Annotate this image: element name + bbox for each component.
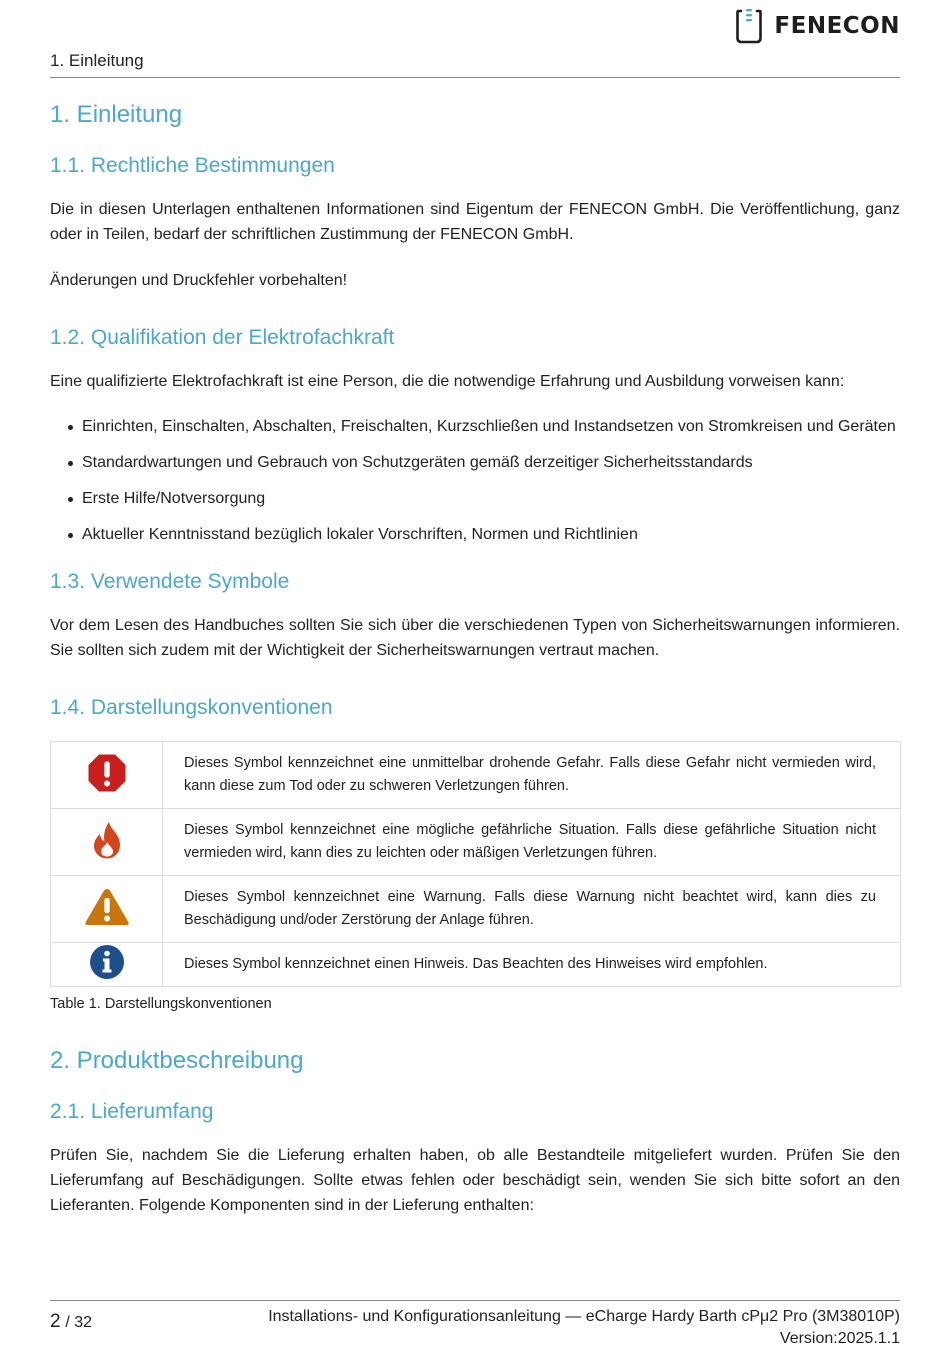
paragraph-rechtliche-1: Die in diesen Unterlagen enthaltenen Informationen sind Eigentum der FENECON GmbH. Die Veröffentlichung, ganz oder in Teilen, bedarf der schriftlichen Zustimmung der FENECON GmbH. (50, 201, 900, 243)
paragraph-rechtliche-2: Änderungen und Druckfehler vorbehalten! (50, 272, 348, 289)
table-row (51, 809, 901, 876)
symbol-description: Dieses Symbol kennzeichnet einen Hinweis. Das Beachten des Hinweises wird empfohlen. (163, 943, 901, 987)
symbol-table (50, 741, 901, 987)
symbol-description: Dieses Symbol kennzeichnet eine mögliche gefährliche Situation. Falls diese gefährliche Situation nicht vermieden wird, kann dies zu leichten oder mäßigen Verletzungen führen. (163, 809, 901, 876)
footer-doc-title: Installations- und Konfigurationsanleitung — eCharge Hardy Barth cPμ2 Pro (3M38010P) (268, 1308, 900, 1325)
fenecon-logo (736, 6, 900, 46)
warning-triangle-icon (84, 887, 130, 927)
list-item: Erste Hilfe/Notversorgung (50, 486, 900, 511)
page-current: 2 (50, 1311, 61, 1332)
running-title: 1. Einleitung (50, 51, 144, 70)
table-caption: Table 1. Darstellungskonventionen (50, 996, 272, 1012)
heading-einleitung: 1. Einleitung (50, 101, 183, 128)
footer-doc-info (268, 1306, 900, 1350)
heading-qualifikation: 1.2. Qualifikation der Elektrofachkraft (50, 326, 395, 349)
heading-verwendete-symbole: 1.3. Verwendete Symbole (50, 570, 290, 593)
list-item: Standardwartungen und Gebrauch von Schutzgeräten gemäß derzeitiger Sicherheitsstandards (50, 450, 900, 475)
paragraph-symbole: Vor dem Lesen des Handbuches sollten Sie sich über die verschiedenen Typen von Sicherheitswarnungen informieren. Sie sollten sich zudem mit der Wichtigkeit der Sicherheitswarnungen vertraut machen. (50, 617, 900, 659)
heading-rechtliche-bestimmungen: 1.1. Rechtliche Bestimmungen (50, 154, 335, 177)
paragraph-lieferumfang: Prüfen Sie, nachdem Sie die Lieferung erhalten haben, ob alle Bestandteile mitgeliefert wurden. Prüfen Sie den Lieferumfang auf Beschädigungen. Sollte etwas fehlen oder beschädigt sein, wenden Sie sich bitte sofort an den Lieferanten. Folgende Komponenten sind in der Lieferung enthalten: (50, 1147, 900, 1214)
qualifikation-list (50, 414, 900, 547)
page-total: / 32 (65, 1314, 92, 1331)
symbol-description: Dieses Symbol kennzeichnet eine unmittelbar drohende Gefahr. Falls diese Gefahr nicht vermieden wird, kann diese zum Tod oder zu schweren Verletzungen führen. (163, 742, 901, 809)
heading-lieferumfang: 2.1. Lieferumfang (50, 1100, 214, 1123)
heading-produktbeschreibung: 2. Produktbeschreibung (50, 1047, 304, 1074)
table-row (51, 742, 901, 809)
page-content (50, 92, 900, 1218)
symbol-description: Dieses Symbol kennzeichnet eine Warnung. Falls diese Warnung nicht beachtet wird, kann dies zu Beschädigung und/oder Zerstörung der Anlage führen. (163, 876, 901, 943)
page-header (50, 0, 900, 78)
paragraph-qualifikation-intro: Eine qualifizierte Elektrofachkraft ist eine Person, die die notwendige Erfahrung und Ausbildung vorweisen kann: (50, 373, 845, 390)
info-icon (89, 944, 125, 980)
heading-darstellungskonventionen: 1.4. Darstellungskonventionen (50, 696, 333, 719)
danger-exclamation-icon (87, 753, 127, 793)
page-footer (50, 1300, 900, 1347)
table-row (51, 943, 901, 987)
page-number (50, 1311, 92, 1333)
list-item: Einrichten, Einschalten, Abschalten, Freischalten, Kurzschließen und Instandsetzen von Stromkreisen und Geräten (50, 414, 900, 439)
table-row (51, 876, 901, 943)
fenecon-logo-icon (736, 8, 762, 44)
list-item: Aktueller Kenntnisstand bezüglich lokaler Vorschriften, Normen und Richtlinien (50, 522, 900, 547)
logo-text: FENECON (774, 13, 900, 39)
footer-version: Version:2025.1.1 (779, 1330, 900, 1347)
flame-icon (90, 820, 124, 860)
